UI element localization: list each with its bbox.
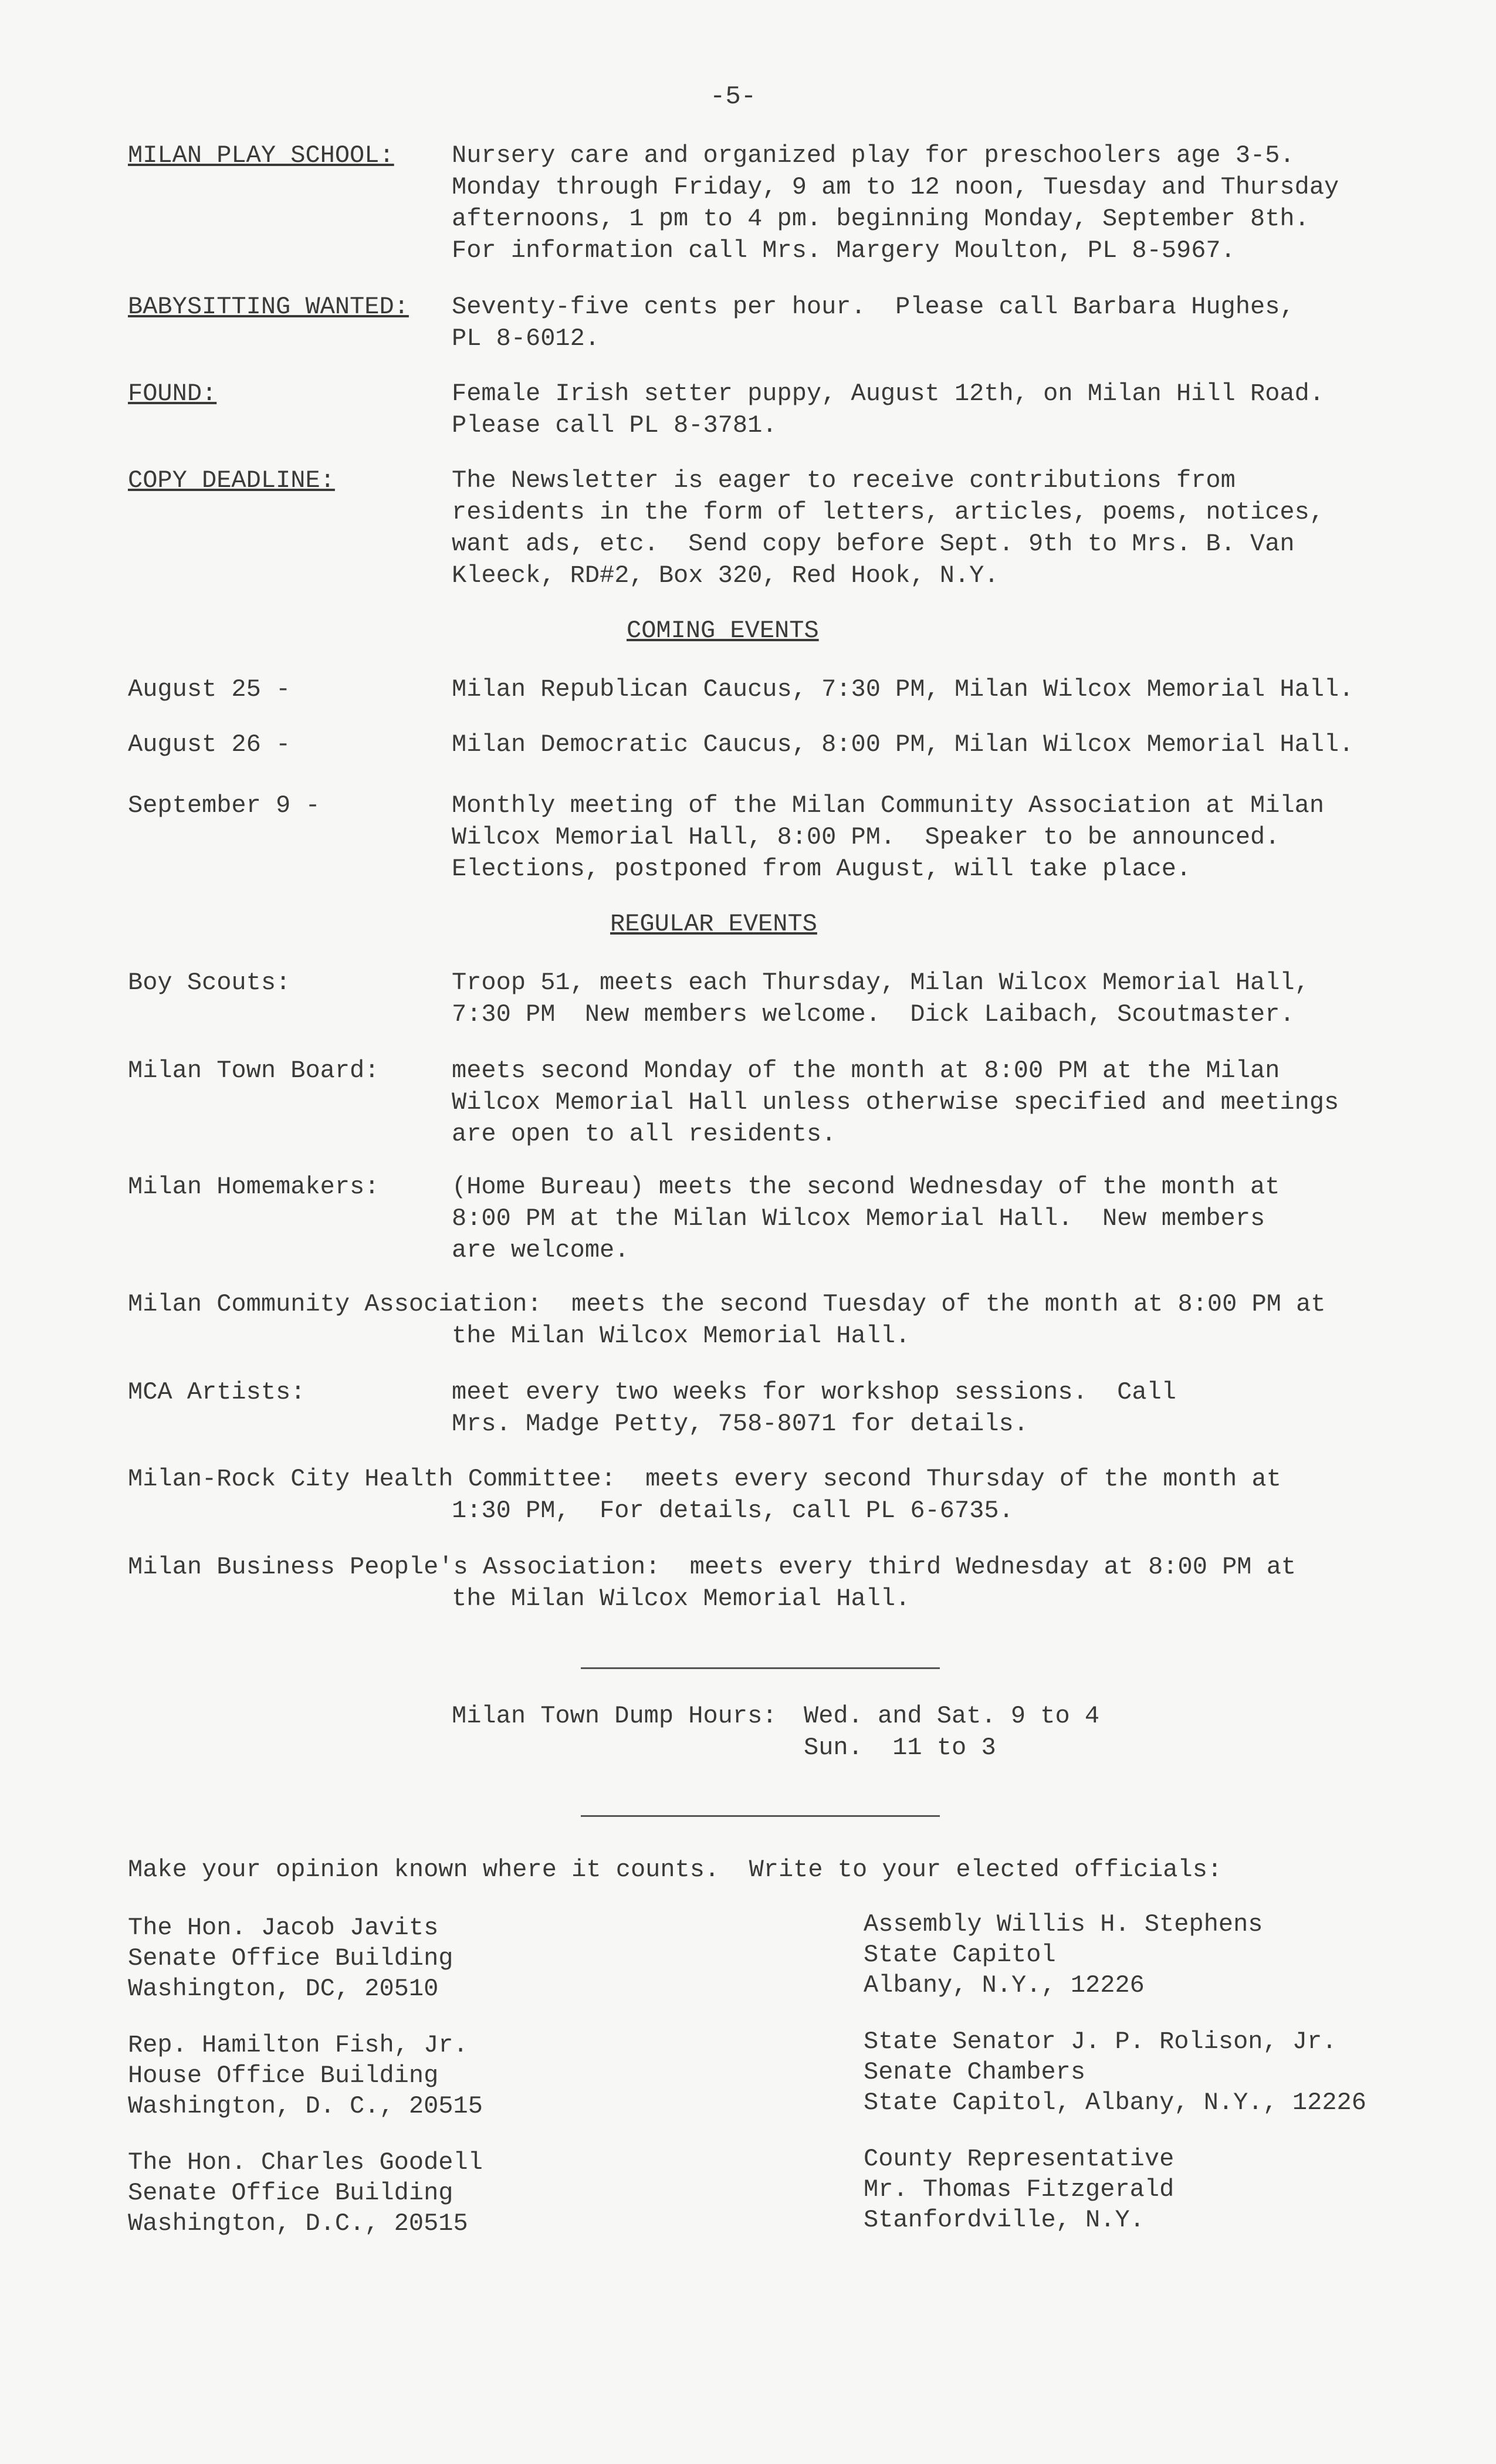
text-line: Milan Democratic Caucus, 8:00 PM, Milan Wilcox Memorial Hall. [452,730,1354,759]
event-label: MCA Artists: [128,1378,306,1406]
coming-events-heading: COMING EVENTS [627,617,819,645]
dump-hours [452,1700,1100,1762]
text-line: are open to all residents. [452,1120,837,1148]
address-line: The Hon. Charles Goodell [128,2148,483,2177]
text-line: The Newsletter is eager to receive contributions from [452,466,1236,495]
event-text [452,673,1390,705]
text-line: Troop 51, meets each Thursday, Milan Wilcox Memorial Hall, [452,969,1309,997]
text-line: Wilcox Memorial Hall unless otherwise specified and meetings [452,1088,1339,1116]
text-line: 7:30 PM New members welcome. Dick Laibach, Scoutmaster. [452,1000,1295,1028]
event-text [452,790,1390,885]
official-address [128,2030,483,2121]
address-line: Washington, D.C., 20515 [128,2209,468,2238]
text-line: PL 8-6012. [452,324,600,353]
address-line: Stanfordville, N.Y. [864,2206,1145,2234]
text-line: meets second Monday of the month at 8:00 PM at the Milan [452,1057,1280,1085]
address-line: State Senator J. P. Rolison, Jr. [864,2028,1337,2056]
event-label: Milan Town Board: [128,1057,380,1085]
event-date: August 25 - [128,675,291,703]
address-line: Mr. Thomas Fitzgerald [864,2175,1175,2204]
regular-events-heading: REGULAR EVENTS [610,910,817,938]
official-address [864,1909,1263,2001]
officials-intro: Make your opinion known where it counts. Write to your elected officials: [128,1856,1223,1884]
address-line: Rep. Hamilton Fish, Jr. [128,2031,468,2059]
address-line: House Office Building [128,2062,439,2090]
notice-text [452,291,1390,354]
address-line: State Capitol, Albany, N.Y., 12226 [864,2089,1366,2117]
text-line: 1:30 PM, For details, call PL 6-6735. [452,1497,1014,1525]
text-line: Milan Republican Caucus, 7:30 PM, Milan Wilcox Memorial Hall. [452,675,1354,703]
address-line: Assembly Willis H. Stephens [864,1910,1263,1938]
address-line: The Hon. Jacob Javits [128,1914,439,1942]
event-text [452,1055,1390,1150]
event-label: Milan Homemakers: [128,1173,380,1201]
event-label: Boy Scouts: [128,969,291,997]
dump-hours-line2: Sun. 11 to 3 [804,1734,996,1762]
notice-text [452,465,1390,591]
text-line: Milan Business People's Association: meets every third Wednesday at 8:00 PM at [128,1553,1297,1581]
dump-hours-line1: Wed. and Sat. 9 to 4 [804,1702,1100,1730]
event-date: August 26 - [128,730,291,759]
text-line: Monday through Friday, 9 am to 12 noon, Tuesday and Thursday [452,173,1339,201]
notice-text [452,378,1390,441]
text-line: (Home Bureau) meets the second Wednesday of the month at [452,1173,1280,1201]
text-line: afternoons, 1 pm to 4 pm. beginning Monday, September 8th. [452,205,1309,233]
dump-hours-label: Milan Town Dump Hours: [452,1702,777,1730]
regular-health-committee [128,1463,1281,1527]
text-line: For information call Mrs. Margery Moulton, PL 8-5967. [452,236,1236,265]
address-line: Washington, DC, 20510 [128,1975,439,2003]
address-line: Senate Office Building [128,1944,453,1972]
text-line: Please call PL 8-3781. [452,411,777,439]
official-address [128,1913,453,2004]
notice-label: COPY DEADLINE: [128,466,335,495]
text-line: Elections, postponed from August, will take place. [452,855,1192,883]
notice-label: BABYSITTING WANTED: [128,293,409,321]
text-line: Female Irish setter puppy, August 12th, on Milan Hill Road. [452,380,1325,408]
text-line: are welcome. [452,1236,629,1264]
text-line: Wilcox Memorial Hall, 8:00 PM. Speaker to be announced. [452,823,1280,851]
divider [581,1815,940,1817]
text-line: Nursery care and organized play for preschoolers age 3-5. [452,141,1295,170]
address-line: County Representative [864,2145,1175,2173]
address-line: Senate Chambers [864,2058,1086,2086]
notice-label: FOUND: [128,380,217,408]
official-address [864,2026,1366,2118]
text-line: Seventy-five cents per hour. Please call Barbara Hughes, [452,293,1295,321]
text-line: residents in the form of letters, articles, poems, notices, [452,498,1325,526]
notice-label: MILAN PLAY SCHOOL: [128,141,394,170]
text-line: the Milan Wilcox Memorial Hall. [452,1585,911,1613]
text-line: the Milan Wilcox Memorial Hall. [452,1322,911,1350]
notice-text [452,140,1390,266]
text-line: want ads, etc. Send copy before Sept. 9th to Mrs. B. Van [452,530,1295,558]
event-text [452,967,1390,1030]
divider [581,1667,940,1669]
text-line: meet every two weeks for workshop sessions. Call [452,1378,1177,1406]
official-address [128,2147,483,2239]
text-line: Mrs. Madge Petty, 758-8071 for details. [452,1410,1028,1438]
page-number: -5- [710,82,757,111]
official-address [864,2144,1174,2235]
event-text [452,1376,1390,1440]
regular-business-association [128,1551,1296,1615]
event-text [452,729,1390,760]
address-line: Senate Office Building [128,2179,453,2207]
event-text [452,1171,1390,1266]
address-line: Washington, D. C., 20515 [128,2092,483,2120]
address-line: Albany, N.Y., 12226 [864,1971,1145,1999]
text-line: Milan Community Association: meets the second Tuesday of the month at 8:00 PM at [128,1290,1326,1318]
event-date: September 9 - [128,791,320,820]
text-line: Kleeck, RD#2, Box 320, Red Hook, N.Y. [452,561,999,590]
address-line: State Capitol [864,1941,1056,1969]
text-line: 8:00 PM at the Milan Wilcox Memorial Hall. New members [452,1204,1265,1233]
text-line: Milan-Rock City Health Committee: meets every second Thursday of the month at [128,1465,1281,1493]
text-line: Monthly meeting of the Milan Community Association at Milan [452,791,1325,820]
regular-community-association [128,1288,1326,1352]
